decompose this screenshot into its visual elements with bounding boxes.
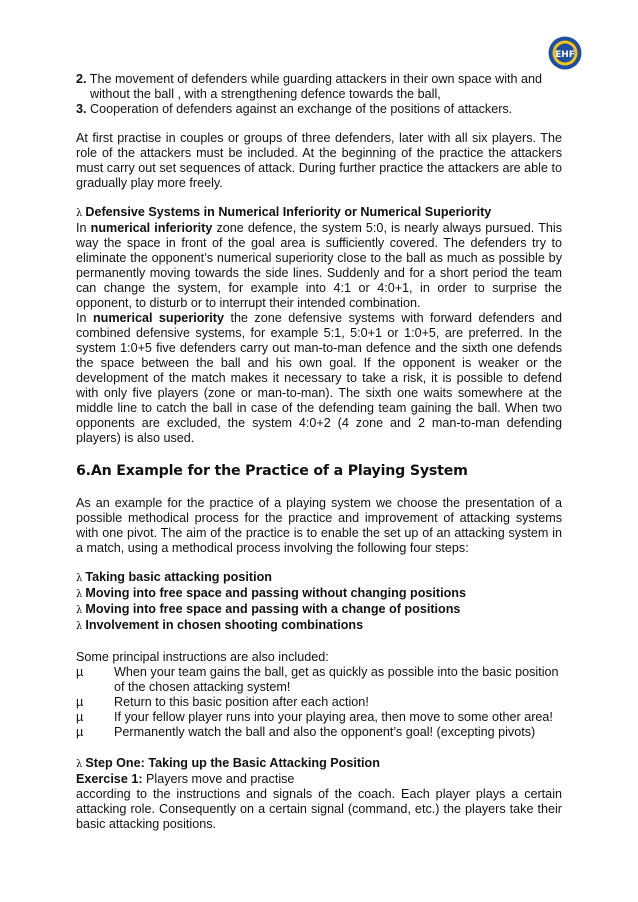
instruction-item: µ If your fellow player runs into your playing area, then move to some other area! xyxy=(76,710,553,724)
list-text: The movement of defenders while guarding attackers in their own space with and xyxy=(89,72,543,86)
mu-bullet-icon: µ xyxy=(76,725,84,739)
section-6-intro: As an example for the practice of a playing system we choose the presentation of a possible methodical process for the practice and improvement of attacking systems with one pivot. The aim of the practice is to enable the set up of an attacking system in a match, using a methodical process involving the following four steps: xyxy=(76,496,562,555)
list-text: Cooperation of defenders against an exchange of the positions of attackers. xyxy=(90,102,513,116)
list-number: 2. xyxy=(76,72,87,86)
step-item: λ Moving into free space and passing with a change of positions xyxy=(76,602,461,616)
step-one-heading: λ Step One: Taking up the Basic Attacking Position xyxy=(76,756,380,770)
numbered-list xyxy=(76,72,562,117)
bullet-icon: λ xyxy=(76,621,83,632)
steps-list xyxy=(76,570,562,634)
instructions-intro: Some principal instructions are also included: xyxy=(76,650,329,664)
list-text-continued: without the ball , with a strengthening defence towards the ball, xyxy=(90,87,441,101)
step-item: λ Taking basic attacking position xyxy=(76,570,272,584)
document-page xyxy=(76,72,562,832)
instruction-item: µ Permanently watch the ball and also the opponent’s goal! (excepting pivots) xyxy=(76,725,536,739)
list-number: 3. xyxy=(76,102,87,116)
bullet-icon: λ xyxy=(76,605,83,616)
instructions-list xyxy=(76,665,562,740)
ehf-logo xyxy=(548,36,582,70)
mu-bullet-icon: µ xyxy=(76,665,84,679)
bullet-icon: λ xyxy=(76,573,83,584)
section-6-title: 6.An Example for the Practice of a Playing System xyxy=(76,463,468,479)
bullet-icon: λ xyxy=(76,208,83,219)
mu-bullet-icon: µ xyxy=(76,695,84,709)
instruction-item: µ When your team gains the ball, get as quickly as possible into the basic position of the chosen attacking system! xyxy=(76,665,559,694)
exercise-1: Exercise 1: Players move and practise xyxy=(76,772,295,786)
exercise-1-text: according to the instructions and signals of the coach. Each player plays a certain attacking role. Consequently on a certain signal (command, etc.) the players take their basic attacking positions. xyxy=(76,787,562,831)
bullet-icon: λ xyxy=(76,759,83,770)
step-item: λ Moving into free space and passing without changing positions xyxy=(76,586,466,600)
list-item-2 xyxy=(76,72,562,87)
bullet-icon: λ xyxy=(76,589,83,600)
inferiority-paragraph: In numerical inferiority zone defence, the system 5:0, is nearly always pursued. This way the space in front of the goal area is sufficiently covered. The defenders try to eliminate the opponent’s numerical superiority close to the ball as much as possible by permanently moving towards the side lines. Suddenly and for a short period the team can change the system, for example into 4:1 or 4:0+1, in order to surprise the opponent, to disturb or to interrupt their intended combination. xyxy=(76,221,562,310)
instruction-item: µ Return to this basic position after each action! xyxy=(76,695,369,709)
step-item: λ Involvement in chosen shooting combinations xyxy=(76,618,364,632)
practise-paragraph: At first practise in couples or groups of three defenders, later with all six players. The role of the attackers must be included. At the beginning of the practice the attackers must carry out set sequences of attack. During further practice the attackers are able to gradually play more freely. xyxy=(76,131,562,190)
defensive-systems-heading: λ Defensive Systems in Numerical Inferiority or Numerical Superiority xyxy=(76,205,492,219)
superiority-paragraph: In numerical superiority the zone defensive systems with forward defenders and combined defensive systems, for example 5:1, 5:0+1 or 1:0+5, are preferred. In the system 1:0+5 five defenders carry out man-to-man defence and the sixth one defends the space between the ball and his own goal. If the opponent is weaker or the development of the match makes it necessary to take a risk, it is possible to defend with only five players (zone or man-to-man). The sixth one waits somewhere at the middle line to catch the ball in case of the defending team gaining the ball. When two opponents are excluded, the system 4:0+2 (4 zone and 2 man-to-man defending players) is also used. xyxy=(76,311,562,445)
ehf-logo-text: EHF xyxy=(555,50,575,60)
mu-bullet-icon: µ xyxy=(76,710,84,724)
list-item-3 xyxy=(76,102,562,117)
